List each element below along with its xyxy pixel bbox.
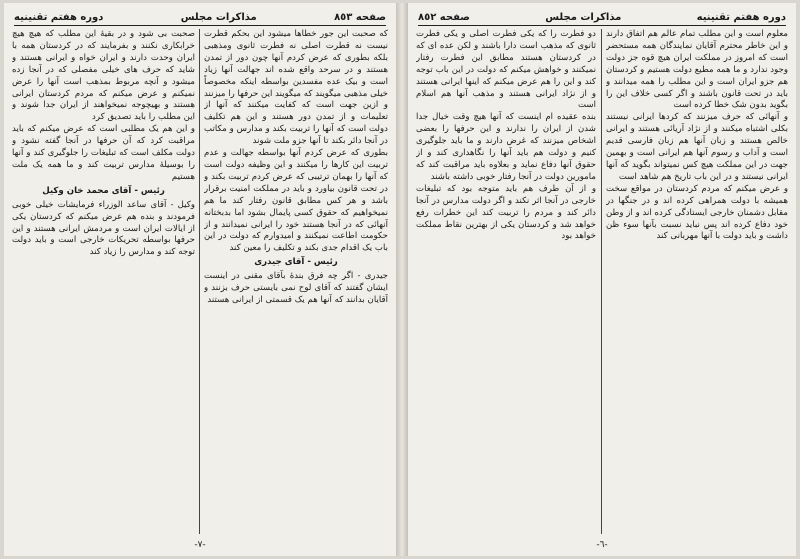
left-page [4,3,396,556]
right-page-header [418,9,786,26]
page-footer [408,540,796,550]
column-divider [601,29,602,534]
paragraph: و این هم یک مطلبی است که عرض میکنم که باید مراقبت کرد که آن حرفها در آنجا گفته نشود و دولت مکلف است که تبلیغات را جلوگیری کند و آنها را بوسیلۀ مدارس تربیت کند و ما همه یک ملت هستیم [12,124,195,182]
text-column-right [606,29,788,534]
text-column-left [12,29,195,534]
paragraph: و عرض میکنم که مردم کردستان در مواقع سخت همیشه با دولت همراهی کرده اند و در جنگها در مقابل دشمنان خارجی ایستادگی کرده اند و از وطن خود دفاع کرده اند پس نباید نسبت بآنها سوء ظن داشت و باید دولت با آنها مهربانی کند [606,183,788,242]
column-divider [199,29,200,534]
paragraph: بنده عقیده ام اینست که آنها هیچ وقت خیال جدا شدن از ایران را ندارند و این حرفها را بعضی اشخاص میزنند که غرض دارند و ما باید جلوگیری کنیم و دولت هم باید آنها را نگاهداری کند و از حقوق آنها دفاع نماید و بعلاوه باید مراقبت کند که مامورین دولت در آنجا رفتار خوبی داشته باشند [416,112,596,182]
paragraph: وکیل - آقای ساعد الوزراء فرمایشات خیلی خوبی فرمودند و بنده هم عرض میکنم که کردستان یکی از ایالات ایران است و مردمش ایرانی هستند و این حرفها بواسطه تحریکات خارجی است و باید دولت توجه کند و مدارس را زیاد کند [12,199,195,258]
footer-page-number: -٦- [596,540,608,550]
paragraph: و آنهائی که حرف میزنند که کردها ایرانی نیستند بکلی اشتباه میکنند و از نژاد آریائی هستند و ایرانی خالص هستند و زبان آنها هم زبان فارسی قدیم است و آداب و رسوم آنها هم ایرانی است و بهمین جهت در این مملکت هیچ کس نمیتواند بگوید که آنها ایرانی نیستند و در این باب تاریخ هم شاهد است [606,112,788,182]
footer-page-number: -٧- [194,540,206,550]
paragraph: دو فطرت را که یکی فطرت اصلی و یکی فطرت ثانوی که مذهب است دارا باشند و لکن عده ای که در کردستان هستند مطابق این فطرت رفتار نمیکنند و خواهش میکنم که دولت در این باب توجه کند و این را هم عرض میکنم که اینها ایرانی هستند و از نژاد ایرانی هستند و مذهب آنها هم اسلام است [416,29,596,111]
volume-title: دوره هفتم تقنینیه [696,11,786,23]
text-column-left [416,29,596,534]
book-gutter [396,3,408,556]
speaker-heading: رئیس - آقای محمد خان وکیل [42,185,165,196]
volume-title: دوره هفتم تقنینیه [14,11,104,23]
running-title: مذاکرات مجلس [180,11,257,23]
book-spread [4,3,796,556]
page-number: صفحه ٨٥٣ [334,11,386,23]
paragraph: بطوری که عرض کردم آنها بواسطه جهالت و عدم تربیت این کارها را میکنند و این وظیفه دولت است که آنها را بهمان ترتیبی که عرض کردم تربیت بکند و در تحت قانون بیاورد و باید در مملکت امنیت برقرار باشد و هر کس مطابق قانون رفتار کند ما هم نمیخواهیم که حقوق کسی پایمال بشود اما بدبختانه آنهائی که در آنجا هستند خود را ایرانی نمیدانند و از حکومت اطاعت نمیکنند و امیدوارم که دولت در این باب یک اقدام جدی بکند و تکلیف را معین کند [204,148,388,254]
left-page-header [14,9,386,26]
running-title: مذاکرات مجلس [545,11,622,23]
paragraph: صحبت بی شود و در بقیۀ این مطلب که هیچ هیچ خرابکاری نکنند و بفرمایند که در کردستان همه با ایران وحدت دارند و ایران خواه و ایرانی هستند و شاید که حرف های خیلی مفصلی که در آنجا زده میشود و آنچه مربوط بمذهب است آنها را عرض نمیکنم و عرض میکنم که مردم کردستان ایرانی هستند و بهیچوجه نمیخواهند از ایران جدا شوند و این مطلب را باید تصدیق کرد [12,29,195,123]
page-footer [4,540,396,550]
right-page [408,3,796,556]
paragraph: جیدری - اگر چه فرق بندۀ بآقای مقنی در اینست ایشان گفتند که آقای لوح نمی بایستی حرف بزنند و آقایان بدانند که آنها هم یک قسمتی از ایرانی هستند [204,271,388,305]
paragraph: معلوم است و این مطلب تمام عالم هم اتفاق دارند و این خاطر محترم آقایان نمایندگان همه مستحضر است که امروز در مملکت ایران هیچ قوه جز دولت وجود ندارد و ما همه مطیع دولت هستیم و کردستان هم جزو ایران است و این مطلب را همه میدانند و باید در تحت قانون باشند و اگر کسی خلاف این را بگوید بدون شک خطا کرده است [606,29,788,111]
speaker-heading: رئیس - آقای جیدری [254,257,338,268]
paragraph: که صحبت این جور خطاها میشود این بحکم قطرت نیست نه قطرت اصلی نه فطرت ثانوی ومذهبی بلکه بطوری که عرض کردم آنها چون دور از تمدن هستند و در سرحد واقع شده اند جهالت آنها زیاد است و بیک عده مفسدین بواسطه اینکه مخصوصاً خیلی مذهبی میگویند که میگویند این حرفها را میزنند و ازین جهت است که کفایت میکنند که آنها از تعلیمات و از تمدن دور هستند و این هم تکلیف دولت است که آنها را تربیت بکند و مدارس و مکاتب در آنجا دائر بکند تا آنها جزو ملت شوند [204,29,388,147]
paragraph: و از آن طرف هم باید متوجه بود که تبلیغات خارجی در آنجا اثر نکند و اگر دولت مدارس در آنجا دائر کند و مردم را تربیت کند این خطرات رفع خواهد شد و کردستان یکی از بهترین نقاط مملکت خواهد بود [416,183,596,242]
page-number: صفحه ٨٥٢ [418,11,470,23]
text-column-right [204,29,388,534]
